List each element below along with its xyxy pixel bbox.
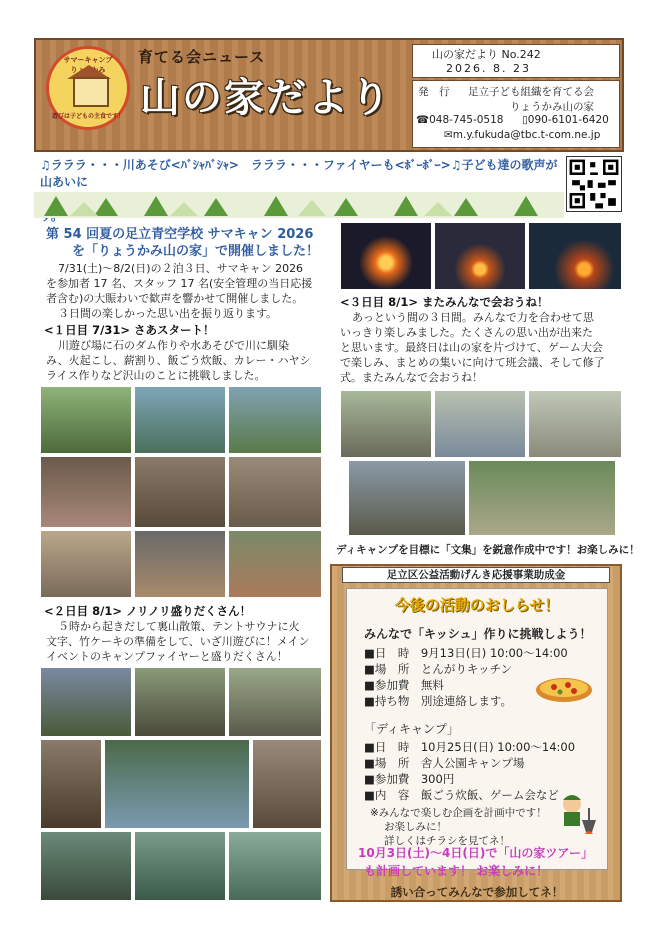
logo-bottom-text: 遊びは子どもの主食です！ xyxy=(51,113,124,120)
photo-day2 xyxy=(134,831,226,901)
photo-day2 xyxy=(40,667,132,737)
day3-line-2: いっきり楽しみました。たくさんの思い出が出来た xyxy=(340,326,593,339)
photo-day2 xyxy=(104,739,250,829)
note-line-1: ※みんなで楽しむ企画を計画中です！ xyxy=(370,807,547,819)
mobile-number: ▯090-6101-6420 xyxy=(522,114,609,126)
tour-announcement-line-2: も計画しています！ お楽しみに！ xyxy=(364,864,549,878)
article-para-1-line-2: を参加者 17 名、スタッフ 17 名(安全管理の当日応援 xyxy=(46,277,313,290)
logo-top-text: サマーキャンプ xyxy=(63,56,113,64)
day2-line-3: イベントのキャンプファイヤーと盛りだくさん！ xyxy=(46,650,288,663)
notice-title: 今後の活動のおしらせ！ xyxy=(394,596,560,614)
tree-band-icon xyxy=(34,192,564,218)
camper-character-icon xyxy=(552,790,598,836)
event2-fee: ■参加費 300円 xyxy=(364,772,455,786)
article-para-1-line-3: 者含む)の大賑わいで歓声を響かせて開催しました。 xyxy=(46,292,304,305)
event1-place: ■場 所 とんがりキッチン xyxy=(364,662,513,676)
event2-title: 「ディキャンプ」 xyxy=(364,722,460,736)
photo-day2 xyxy=(134,667,226,737)
photo-day3 xyxy=(528,390,622,458)
newsletter-title: 山の家だより xyxy=(140,74,392,121)
grant-label: 足立区公益活動げんき応援事業助成金 xyxy=(342,567,610,583)
day2-line-1: ５時から起きだして裏山散策、テントサウナに火 xyxy=(58,620,300,633)
day3-line-4: で楽しみ、まとめの集いに向けて班会議、そして修了 xyxy=(340,356,605,369)
photo-day1 xyxy=(134,530,226,598)
photo-day2 xyxy=(228,831,322,901)
decorative-tree-band xyxy=(34,192,564,218)
day3-line-1: あっという間の３日間。みんなで力を合わせて思 xyxy=(352,311,594,324)
photo-group xyxy=(348,460,466,536)
photo-day1 xyxy=(134,456,226,528)
quiche-icon xyxy=(534,670,594,704)
phone-number: ☎048-745-0518 xyxy=(416,114,504,126)
photo-campfire xyxy=(434,222,526,290)
day1-line-1: 川遊び場に石のダム作りや水あそびで川に馴染 xyxy=(58,339,289,352)
issue-date: 2026. 8. 23 xyxy=(446,62,531,75)
tour-announcement-line-1: 10月3日(土)～4日(日)で「山の家ツアー」 xyxy=(358,846,593,860)
event1-title: みんなで「キッシュ」作りに挑戦しよう！ xyxy=(364,627,592,641)
photo-day1 xyxy=(228,530,322,598)
day3-line-5: 式。またみんなで会おうね！ xyxy=(340,371,483,384)
day1-line-2: み、火起こし、薪割り、飯ごう炊飯、カレー・ハヤシ xyxy=(46,354,311,367)
intro-line-1: ♫ラララ・・・川あそび<ﾊﾞｼｬﾊﾞｼｬ> ラララ・・・ファイヤーも<ﾎﾞｰﾎﾞｰ>♫子ども達の歌声が山あいに xyxy=(40,158,558,189)
house-icon xyxy=(73,77,109,107)
newsletter-subtitle: 育てる会ニュース xyxy=(138,48,266,66)
photo-day1 xyxy=(40,456,132,528)
photo-day2 xyxy=(252,739,322,829)
photo-day3 xyxy=(340,390,432,458)
photo-day2 xyxy=(40,831,132,901)
photo-group xyxy=(468,460,616,536)
issue-number: 山の家だより No.242 xyxy=(432,48,541,61)
note-line-3: 詳しくはチラシを見てネ！ xyxy=(384,835,510,847)
day3-line-3: と思います。最終日は山の家を片づけて、ゲーム大会 xyxy=(340,341,603,354)
photo-day1 xyxy=(40,386,132,454)
photo-day2 xyxy=(40,739,102,829)
event1-items: ■持ち物 別途連絡します。 xyxy=(364,694,512,708)
event1-fee: ■参加費 無料 xyxy=(364,678,444,692)
photo-day1 xyxy=(40,530,132,598)
event2-place: ■場 所 舎人公園キャンプ場 xyxy=(364,756,525,770)
day2-heading: <２日目 8/1> ノリノリ盛りだくさん！ xyxy=(44,604,252,618)
article-title-line-2: を「りょうかみ山の家」で開催しました！ xyxy=(72,244,320,259)
event1-date: ■日 時 9月13日(日) 10:00～14:00 xyxy=(364,646,568,660)
photo-day1 xyxy=(134,386,226,454)
photo-day3 xyxy=(434,390,526,458)
article-para-1-line-1: 7/31(土)～8/2(日)の２泊３日、サマキャン 2026 xyxy=(58,262,304,275)
event2-date: ■日 時 10月25日(日) 10:00～14:00 xyxy=(364,740,576,754)
publisher-place: りょうかみ山の家 xyxy=(510,101,594,113)
publisher-label: 発 行 xyxy=(418,86,450,98)
photo-day2 xyxy=(228,667,322,737)
closing-message: 誘い合ってみんなで参加してネ！ xyxy=(390,885,564,899)
photo-day1 xyxy=(228,386,322,454)
day3-heading: <３日目 8/1> またみんなで会おうね！ xyxy=(340,295,549,309)
qr-code[interactable] xyxy=(566,156,622,212)
article-para-1-line-4: ３日間の楽しかった思い出を振り返ります。 xyxy=(58,307,278,320)
day2-line-2: 文字、竹ケーキの準備をして、いざ川遊びに！メイン xyxy=(46,635,310,648)
email-address: ✉m.y.fukuda@tbc.t-com.ne.jp xyxy=(444,129,601,141)
publisher-org: 足立子ども組織を育てる会 xyxy=(468,86,594,98)
note-line-2: お楽しみに！ xyxy=(384,821,447,833)
logo-mid-text: りょうかみ xyxy=(70,66,106,74)
day1-line-3: ライス作りなど沢山のことに挑戦しました。 xyxy=(46,369,266,382)
photo-day1 xyxy=(228,456,322,528)
logo-emblem xyxy=(46,46,130,130)
day1-heading: <１日目 7/31> さあスタート！ xyxy=(44,323,215,337)
qr-code-icon xyxy=(567,157,621,211)
photo-campfire xyxy=(340,222,432,290)
photo-campfire xyxy=(528,222,622,290)
event2-content: ■内 容 飯ごう炊飯、ゲーム会など xyxy=(364,788,559,802)
article-title-line-1: 第 54 回夏の足立青空学校 サマキャン 2026 xyxy=(46,227,314,242)
photo-caption: ディキャンプを目標に「文集」を鋭意作成中です！お楽しみに！ xyxy=(336,544,640,556)
